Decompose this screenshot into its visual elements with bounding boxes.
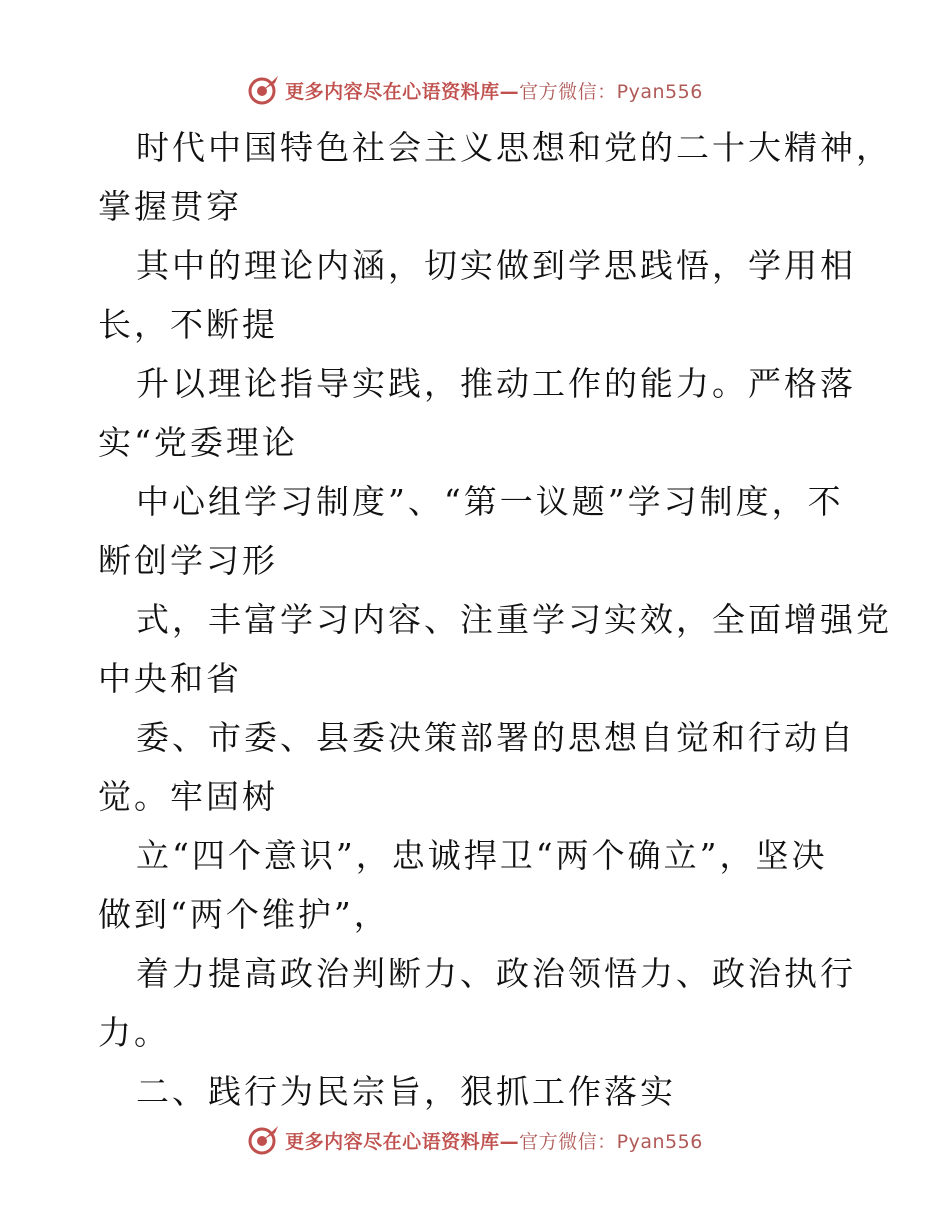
watermark-dash: — xyxy=(499,1130,520,1153)
body-line: 断创学习形 xyxy=(98,541,278,580)
header-watermark xyxy=(0,70,950,110)
watermark-main-text: 更多内容尽在心语资料库 xyxy=(285,80,500,103)
footer-watermark xyxy=(0,1120,950,1160)
body-line: 着力提高政治判断力、政治领悟力、政治执行 xyxy=(136,954,856,993)
body-line: 式，丰富学习内容、注重学习实效，全面增强党 xyxy=(136,600,892,639)
quill-logo-icon xyxy=(247,1123,281,1157)
section-heading: 二、践行为民宗旨，狠抓工作落实 xyxy=(136,1072,676,1111)
body-line: 力。 xyxy=(98,1013,170,1052)
body-line: 中心组学习制度”、“第一议题”学习制度，不 xyxy=(136,482,844,521)
body-line: 觉。牢固树 xyxy=(98,777,278,816)
watermark-dash: — xyxy=(499,80,520,103)
watermark-wechat-text: 官方微信：Pyan556 xyxy=(519,1130,703,1153)
document-body xyxy=(98,118,892,1121)
body-line: 做到“两个维护”， xyxy=(98,895,390,934)
body-line: 中央和省 xyxy=(98,659,242,698)
quill-logo-icon xyxy=(247,73,281,107)
watermark-main-text: 更多内容尽在心语资料库 xyxy=(285,1130,500,1153)
body-line: 长，不断提 xyxy=(98,305,278,344)
body-line: 时代中国特色社会主义思想和党的二十大精神， xyxy=(136,128,892,167)
body-line: 立“四个意识”，忠诚捍卫“两个确立”，坚决 xyxy=(136,836,828,875)
body-line: 实“党委理论 xyxy=(98,423,298,462)
body-line: 掌握贯穿 xyxy=(98,187,242,226)
body-line: 委、市委、县委决策部署的思想自觉和行动自 xyxy=(136,718,856,757)
watermark-wechat-text: 官方微信：Pyan556 xyxy=(519,80,703,103)
body-line: 升以理论指导实践，推动工作的能力。严格落 xyxy=(136,364,856,403)
body-line: 其中的理论内涵，切实做到学思践悟，学用相 xyxy=(136,246,856,285)
